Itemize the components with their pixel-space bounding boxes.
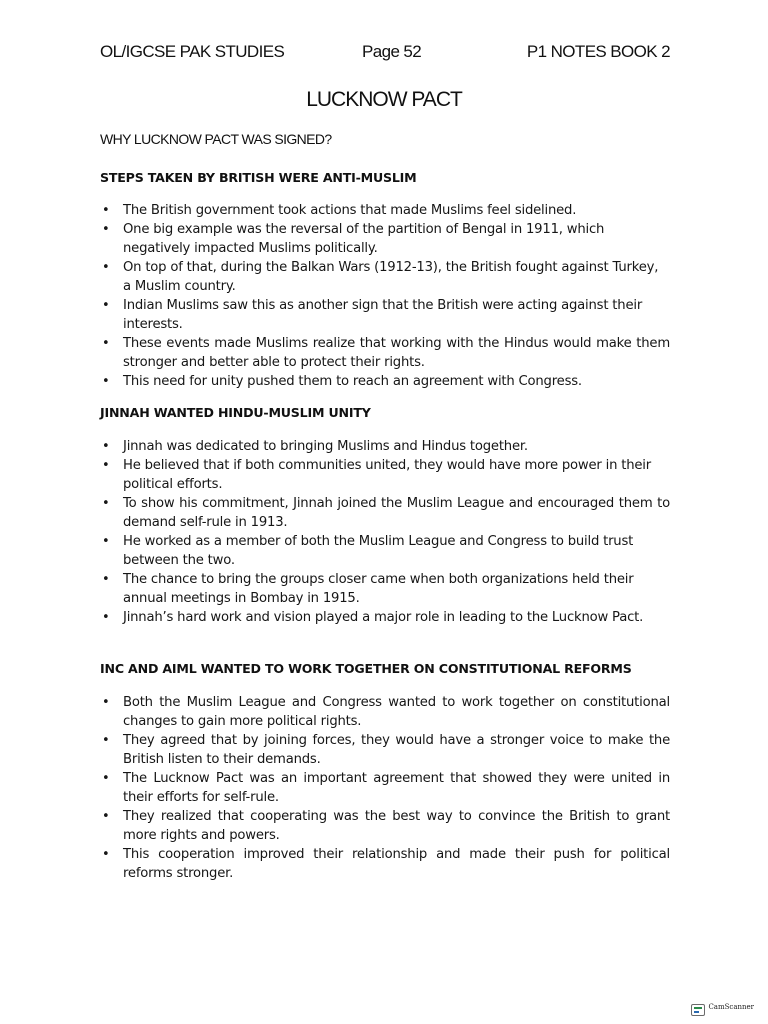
header-course-title: OL/IGCSE PAK STUDIES xyxy=(100,42,285,61)
list-item-text: This need for unity pushed them to reach an agreement with Congress. xyxy=(123,374,582,389)
bullet-icon: • xyxy=(102,847,110,862)
list-item-text: Jinnah was dedicated to bringing Muslims and Hindus together. xyxy=(123,439,528,454)
list-item-text: The Lucknow Pact was an important agreement that showed they were united in their efforts for self-rule. xyxy=(123,771,670,805)
bullet-list-constitutional-reforms xyxy=(100,693,670,883)
list-item-text: The chance to bring the groups closer came when both organizations held their annual meetings in Bombay in 1915. xyxy=(123,572,634,606)
bullet-icon: • xyxy=(102,458,110,473)
list-item xyxy=(100,845,670,883)
list-item xyxy=(100,437,670,456)
header-book-title: P1 NOTES BOOK 2 xyxy=(526,42,670,61)
list-item-text: Indian Muslims saw this as another sign that the British were acting against their interests. xyxy=(123,298,643,332)
list-item-text: He believed that if both communities united, they would have more power in their political efforts. xyxy=(123,458,651,492)
list-item-text: Jinnah’s hard work and vision played a major role in leading to the Lucknow Pact. xyxy=(123,610,644,625)
list-item xyxy=(100,608,670,627)
list-item xyxy=(100,220,670,258)
bullet-icon: • xyxy=(102,298,110,313)
bullet-list-anti-muslim xyxy=(100,201,670,391)
bullet-icon: • xyxy=(102,336,110,351)
bullet-icon: • xyxy=(102,260,110,275)
bullet-icon: • xyxy=(102,733,110,748)
bullet-list-jinnah-unity xyxy=(100,437,670,627)
section-heading-anti-muslim: STEPS TAKEN BY BRITISH WERE ANTI-MUSLIM xyxy=(100,170,417,185)
list-item-text: The British government took actions that made Muslims feel sidelined. xyxy=(123,203,577,218)
list-item xyxy=(100,201,670,220)
list-item-text: He worked as a member of both the Muslim League and Congress to build trust between the two. xyxy=(123,534,634,568)
camscanner-logo-icon xyxy=(691,1001,705,1013)
camscanner-watermark xyxy=(691,1000,754,1014)
bullet-icon: • xyxy=(102,374,110,389)
list-item xyxy=(100,532,670,570)
list-item-text: They realized that cooperating was the best way to convince the British to grant more rights and powers. xyxy=(123,809,670,843)
list-item xyxy=(100,731,670,769)
bullet-icon: • xyxy=(102,610,110,625)
bullet-icon: • xyxy=(102,695,110,710)
list-item xyxy=(100,258,670,296)
list-item xyxy=(100,372,670,391)
bullet-icon: • xyxy=(102,572,110,587)
list-item-text: These events made Muslims realize that working with the Hindus would make them stronger and better able to protect their rights. xyxy=(123,336,670,370)
page-header xyxy=(100,42,670,68)
list-item-text: On top of that, during the Balkan Wars (1912-13), the British fought against Turkey, a Muslim country. xyxy=(123,260,659,294)
list-item xyxy=(100,769,670,807)
bullet-icon: • xyxy=(102,534,110,549)
camscanner-text: CamScanner xyxy=(708,1003,754,1011)
list-item-text: Both the Muslim League and Congress wanted to work together on constitutional changes to gain more political rights. xyxy=(123,695,670,729)
list-item xyxy=(100,456,670,494)
bullet-icon: • xyxy=(102,203,110,218)
list-item xyxy=(100,570,670,608)
document-title: LUCKNOW PACT xyxy=(306,88,462,111)
question-heading: WHY LUCKNOW PACT WAS SIGNED? xyxy=(100,131,332,147)
list-item-text: They agreed that by joining forces, they would have a stronger voice to make the British listen to their demands. xyxy=(123,733,670,767)
list-item-text: One big example was the reversal of the partition of Bengal in 1911, which negatively impacted Muslims politically. xyxy=(123,222,605,256)
bullet-icon: • xyxy=(102,496,110,511)
list-item xyxy=(100,494,670,532)
bullet-icon: • xyxy=(102,439,110,454)
section-heading-jinnah-unity: JINNAH WANTED HINDU-MUSLIM UNITY xyxy=(100,405,371,420)
list-item-text: To show his commitment, Jinnah joined the Muslim League and encouraged them to demand self-rule in 1913. xyxy=(123,496,670,530)
bullet-icon: • xyxy=(102,771,110,786)
list-item xyxy=(100,334,670,372)
bullet-icon: • xyxy=(102,809,110,824)
list-item-text: This cooperation improved their relationship and made their push for political reforms stronger. xyxy=(123,847,670,881)
section-heading-constitutional-reforms: INC AND AIML WANTED TO WORK TOGETHER ON CONSTITUTIONAL REFORMS xyxy=(100,661,632,676)
list-item xyxy=(100,807,670,845)
list-item xyxy=(100,693,670,731)
header-page-number: Page 52 xyxy=(362,42,422,61)
list-item xyxy=(100,296,670,334)
bullet-icon: • xyxy=(102,222,110,237)
